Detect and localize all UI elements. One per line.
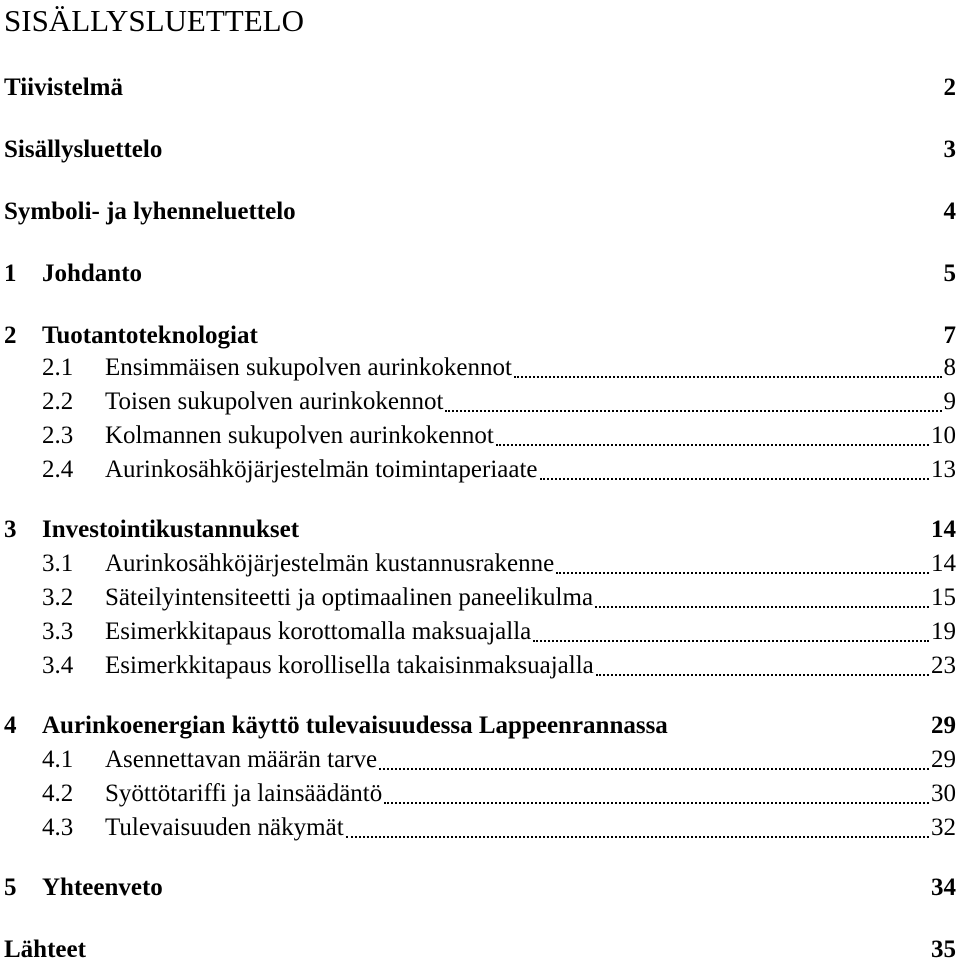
toc-entry-title: Yhteenveto xyxy=(42,874,163,901)
dot-leader xyxy=(556,572,929,574)
dot-leader xyxy=(595,606,929,608)
toc-entry-title: Säteilyintensiteetti ja optimaalinen paneelikulma xyxy=(105,584,594,611)
toc-entry-page: 29 xyxy=(931,712,956,739)
toc-entry-page: 23 xyxy=(931,652,956,679)
toc-entry-title: Investointikustannukset xyxy=(42,516,300,543)
dot-leader xyxy=(533,640,929,642)
page-title: SISÄLLYSLUETTELO xyxy=(4,3,304,38)
toc-entry-page: 2 xyxy=(943,74,956,101)
toc-entry-page: 34 xyxy=(931,874,956,901)
dot-leader xyxy=(346,836,929,838)
dot-leader xyxy=(379,768,929,770)
toc-entry-number: 3.4 xyxy=(42,652,74,679)
toc-entry-page: 30 xyxy=(931,780,956,807)
toc-entry-title: Esimerkkitapaus korollisella takaisinmaksuajalla xyxy=(105,652,594,679)
toc-entry-number: 4.1 xyxy=(42,746,74,773)
toc-entry[interactable] xyxy=(0,454,960,486)
toc-entry-title: Kolmannen sukupolven aurinkokennot xyxy=(105,422,494,449)
toc-entry-title: Asennettavan määrän tarve xyxy=(105,746,378,773)
toc-entry-number: 3 xyxy=(4,516,17,543)
toc-entry-title: Aurinkoenergian käyttö tulevaisuudessa Lappeenrannassa xyxy=(42,712,668,739)
toc-entry[interactable] xyxy=(0,352,960,384)
toc-entry-title: Tulevaisuuden näkymät xyxy=(105,814,344,841)
toc-entry-title: Tuotantoteknologiat xyxy=(42,322,258,349)
toc-entry[interactable] xyxy=(0,744,960,776)
toc-entry-number: 4.2 xyxy=(42,780,74,807)
toc-entry[interactable] xyxy=(0,710,960,742)
toc-entry-title: Syöttötariffi ja lainsäädäntö xyxy=(105,780,383,807)
toc-entry-title: Ensimmäisen sukupolven aurinkokennot xyxy=(105,354,512,381)
toc-entry-number: 2 xyxy=(4,322,17,349)
toc-entry[interactable] xyxy=(0,196,960,228)
toc-entry[interactable] xyxy=(0,548,960,580)
toc-entry-number: 5 xyxy=(4,874,17,901)
toc-entry-number: 4 xyxy=(4,712,17,739)
toc-entry[interactable] xyxy=(0,582,960,614)
toc-entry[interactable] xyxy=(0,134,960,166)
toc-entry-number: 2.4 xyxy=(42,456,74,483)
toc-entry-page: 29 xyxy=(931,746,956,773)
toc-entry-page: 13 xyxy=(931,456,956,483)
toc-entry-page: 7 xyxy=(943,322,956,349)
dot-leader xyxy=(540,478,930,480)
toc-entry[interactable] xyxy=(0,812,960,844)
toc-entry-page: 14 xyxy=(931,516,956,543)
toc-entry[interactable] xyxy=(0,514,960,546)
toc-entry-page: 15 xyxy=(931,584,956,611)
toc-entry[interactable] xyxy=(0,420,960,452)
toc-entry-title: Lähteet xyxy=(4,936,86,963)
dot-leader xyxy=(384,802,929,804)
toc-entry[interactable] xyxy=(0,320,960,352)
toc-entry-number: 2.3 xyxy=(42,422,74,449)
toc-entry-title: Symboli- ja lyhenneluettelo xyxy=(4,198,296,225)
toc-entry-page: 3 xyxy=(943,136,956,163)
toc-entry-title: Aurinkosähköjärjestelmän toimintaperiaate xyxy=(105,456,538,483)
toc-entry-title: Tiivistelmä xyxy=(4,74,123,101)
toc-entry-page: 8 xyxy=(943,354,956,381)
toc-entry-page: 19 xyxy=(931,618,956,645)
toc-entry[interactable] xyxy=(0,616,960,648)
toc-entry-title: Toisen sukupolven aurinkokennot xyxy=(105,388,444,415)
toc-entry-page: 4 xyxy=(943,198,956,225)
toc-entry-page: 5 xyxy=(943,260,956,287)
toc-entry[interactable] xyxy=(0,778,960,810)
toc-entry-page: 10 xyxy=(931,422,956,449)
dot-leader xyxy=(596,674,929,676)
toc-entry-title: Esimerkkitapaus korottomalla maksuajalla xyxy=(105,618,532,645)
dot-leader xyxy=(445,410,941,412)
dot-leader xyxy=(496,444,929,446)
toc-entry[interactable] xyxy=(0,872,960,904)
toc-entry-number: 3.1 xyxy=(42,550,74,577)
toc-entry-number: 2.1 xyxy=(42,354,74,381)
toc-entry-page: 35 xyxy=(931,936,956,963)
toc-entry[interactable] xyxy=(0,650,960,682)
toc-entry-title: Aurinkosähköjärjestelmän kustannusrakenne xyxy=(105,550,555,577)
toc-entry-number: 3.2 xyxy=(42,584,74,611)
toc-entry-number: 1 xyxy=(4,260,17,287)
toc-entry-title: Johdanto xyxy=(42,260,143,287)
toc-entry[interactable] xyxy=(0,72,960,104)
toc-entry-page: 32 xyxy=(931,814,956,841)
toc-entry-title: Sisällysluettelo xyxy=(4,136,163,163)
toc-entry-page: 9 xyxy=(943,388,956,415)
toc-entry[interactable] xyxy=(0,258,960,290)
toc-entry-page: 14 xyxy=(931,550,956,577)
toc-entry[interactable] xyxy=(0,934,960,966)
dot-leader xyxy=(514,376,942,378)
toc-entry-number: 4.3 xyxy=(42,814,74,841)
toc-entry-number: 3.3 xyxy=(42,618,74,645)
toc-entry[interactable] xyxy=(0,386,960,418)
toc-entry-number: 2.2 xyxy=(42,388,74,415)
